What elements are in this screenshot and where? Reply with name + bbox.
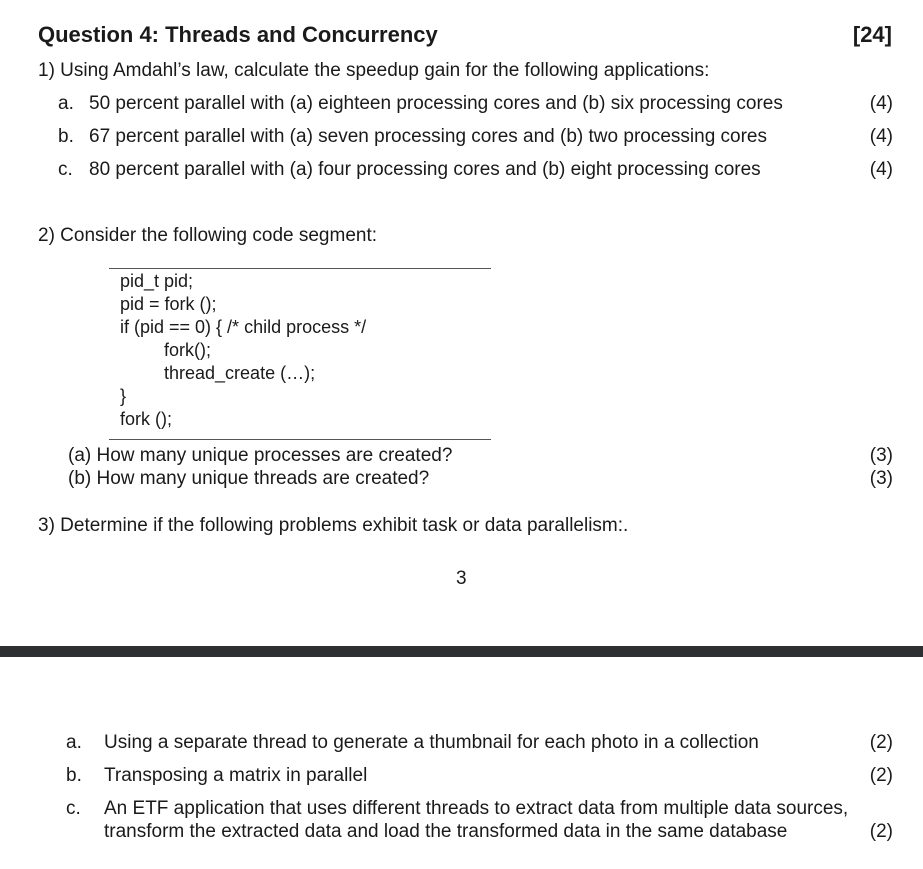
page-break-band (0, 646, 923, 657)
code-line-1: pid_t pid; (120, 271, 194, 291)
code-line-6: } (120, 386, 127, 406)
code-line-2: pid = fork (); (120, 294, 217, 314)
q2-text: 2) Consider the following code segment: (38, 225, 378, 246)
q3-item-c-label: c. (66, 798, 81, 819)
q3-item-c-text-line-1: An ETF application that uses different threads to extract data from multiple data sources, (104, 798, 849, 819)
q1-item-a-marks: (4) (869, 93, 893, 114)
q2-part-b-marks: (3) (869, 468, 893, 489)
q3-item-b-marks: (2) (869, 765, 893, 786)
q3-item-c-text-line-2: transform the extracted data and load the transformed data in the same database (104, 821, 788, 842)
total-marks: [24] (852, 22, 892, 47)
q1-text: 1) Using Amdahl’s law, calculate the speedup gain for the following applications: (38, 60, 710, 81)
q3-item-c-marks: (2) (869, 821, 893, 842)
q1-item-c-text: 80 percent parallel with (a) four processing cores and (b) eight processing cores (89, 159, 761, 180)
code-line-7: fork (); (120, 409, 172, 429)
q1-item-a-text: 50 percent parallel with (a) eighteen processing cores and (b) six processing cores (89, 93, 783, 114)
q1-item-b-marks: (4) (869, 126, 893, 147)
q1-item-b-text: 67 percent parallel with (a) seven processing cores and (b) two processing cores (89, 126, 767, 147)
q3-item-b-text: Transposing a matrix in parallel (104, 765, 368, 786)
code-top-rule (109, 268, 491, 269)
q3-text: 3) Determine if the following problems exhibit task or data parallelism:. (38, 515, 629, 536)
q3-item-b-label: b. (66, 765, 82, 786)
q2-part-a-text: (a) How many unique processes are created? (68, 445, 453, 466)
q3-item-a-text: Using a separate thread to generate a thumbnail for each photo in a collection (104, 732, 759, 753)
q2-part-a-marks: (3) (869, 445, 893, 466)
code-line-3: if (pid == 0) { /* child process */ (120, 317, 367, 337)
code-line-5: thread_create (…); (164, 363, 316, 383)
q2-part-b-text: (b) How many unique threads are created? (68, 468, 430, 489)
q1-item-b-label: b. (58, 126, 74, 147)
q1-item-c-marks: (4) (869, 159, 893, 180)
q3-item-a-label: a. (66, 732, 82, 753)
code-line-4: fork(); (164, 340, 211, 360)
page-number: 3 (456, 568, 467, 589)
q3-item-a-marks: (2) (869, 732, 893, 753)
q1-item-a-label: a. (58, 93, 74, 114)
q1-item-c-label: c. (58, 159, 73, 180)
question-title: Question 4: Threads and Concurrency (38, 22, 438, 47)
code-bottom-rule (109, 439, 491, 440)
